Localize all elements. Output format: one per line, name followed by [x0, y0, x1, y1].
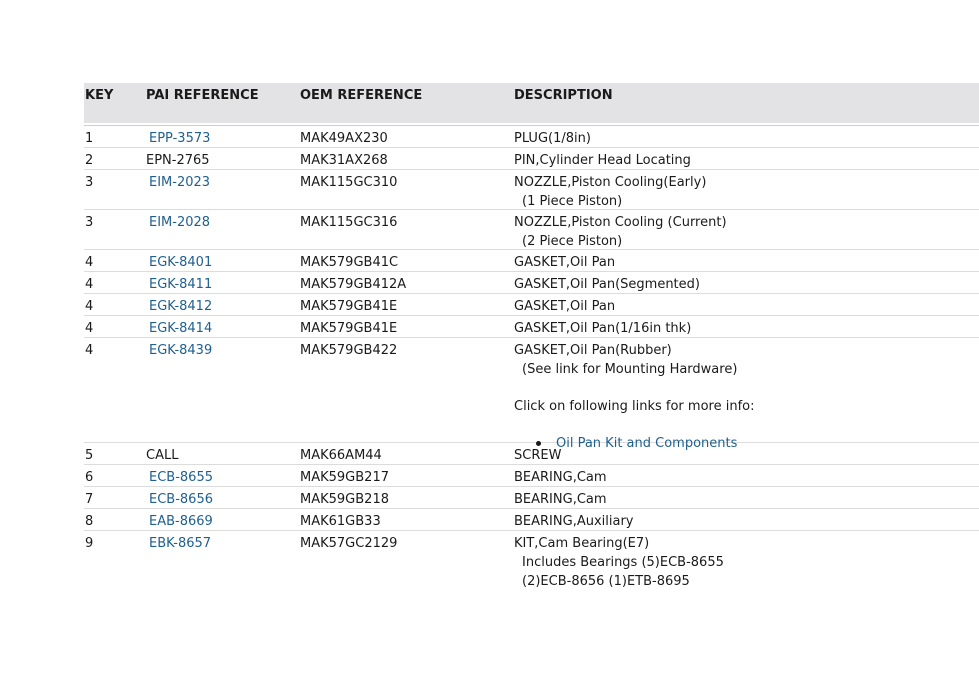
oem-reference-cell: MAK579GB412A [300, 277, 407, 292]
key-cell: 4 [85, 277, 94, 292]
description-cell: BEARING,Auxiliary [514, 514, 634, 529]
description-note: (2)ECB-8656 (1)ETB-8695 [522, 574, 690, 589]
pai-reference-link[interactable]: EAB-8669 [149, 514, 213, 529]
table-row [84, 125, 979, 148]
pai-reference-link[interactable]: ECB-8655 [149, 470, 213, 485]
oem-reference-cell: MAK66AM44 [300, 448, 382, 463]
table-row [84, 210, 979, 250]
description-cell: GASKET,Oil Pan(Segmented) [514, 277, 700, 292]
description-line: NOZZLE,Piston Cooling (Current) [514, 215, 727, 230]
header-oem-reference: OEM REFERENCE [300, 88, 423, 103]
oem-reference-cell: MAK579GB41E [300, 299, 398, 314]
key-cell: 4 [85, 321, 94, 336]
description-cell: GASKET,Oil Pan(1/16in thk) [514, 321, 692, 336]
key-cell: 6 [85, 470, 94, 485]
description-line: GASKET,Oil Pan(Rubber) [514, 343, 672, 358]
description-cell: GASKET,Oil Pan [514, 255, 616, 270]
key-cell: 4 [85, 299, 94, 314]
table-row [84, 294, 979, 316]
pai-reference-link[interactable]: EGK-8439 [149, 343, 213, 358]
pai-reference-link[interactable]: ECB-8656 [149, 492, 213, 507]
description-cell: BEARING,Cam [514, 470, 607, 485]
table-row [84, 443, 979, 465]
description-cell: PIN,Cylinder Head Locating [514, 153, 691, 168]
table-row [84, 316, 979, 338]
description-note: (2 Piece Piston) [522, 234, 623, 249]
description-cell: PLUG(1/8in) [514, 131, 591, 146]
oem-reference-cell: MAK49AX230 [300, 131, 388, 146]
table-row [84, 170, 979, 210]
description-line: NOZZLE,Piston Cooling(Early) [514, 175, 707, 190]
description-cell [514, 213, 727, 251]
more-info-note: Click on following links for more info: [514, 399, 755, 414]
key-cell: 1 [85, 131, 94, 146]
oem-reference-cell: MAK57GC2129 [300, 536, 398, 551]
key-cell: 7 [85, 492, 94, 507]
header-key: KEY [85, 88, 114, 103]
table-row [84, 250, 979, 272]
description-cell [514, 173, 706, 211]
pai-reference-link[interactable]: EPP-3573 [149, 131, 211, 146]
pai-reference-link[interactable]: EGK-8414 [149, 321, 213, 336]
oem-reference-cell: MAK579GB422 [300, 343, 398, 358]
table-row [84, 531, 979, 591]
key-cell: 4 [85, 343, 94, 358]
description-cell: BEARING,Cam [514, 492, 607, 507]
oem-reference-cell: MAK115GC310 [300, 175, 398, 190]
oem-reference-cell: MAK115GC316 [300, 215, 398, 230]
pai-reference-link[interactable]: EBK-8657 [149, 536, 212, 551]
oem-reference-cell: MAK579GB41C [300, 255, 399, 270]
pai-reference-cell: EPN-2765 [146, 153, 210, 168]
oem-reference-cell: MAK61GB33 [300, 514, 381, 529]
description-cell: SCREW [514, 448, 562, 463]
table-row [84, 148, 979, 170]
description-note: (See link for Mounting Hardware) [522, 362, 738, 377]
table-header [84, 83, 979, 123]
pai-reference-link[interactable]: EGK-8401 [149, 255, 213, 270]
key-cell: 3 [85, 215, 94, 230]
key-cell: 2 [85, 153, 94, 168]
key-cell: 4 [85, 255, 94, 270]
table-row [84, 487, 979, 509]
key-cell: 9 [85, 536, 94, 551]
pai-reference-link[interactable]: EIM-2028 [149, 215, 211, 230]
description-note: (1 Piece Piston) [522, 194, 623, 209]
pai-reference-link[interactable]: EGK-8411 [149, 277, 213, 292]
pai-reference-link[interactable]: EIM-2023 [149, 175, 211, 190]
description-note: Includes Bearings (5)ECB-8655 [522, 555, 724, 570]
key-cell: 3 [85, 175, 94, 190]
table-row [84, 509, 979, 531]
description-cell [514, 341, 754, 453]
oem-reference-cell: MAK59GB217 [300, 470, 389, 485]
parts-table [84, 83, 979, 591]
table-row [84, 272, 979, 294]
header-pai-reference: PAI REFERENCE [146, 88, 259, 103]
description-cell: GASKET,Oil Pan [514, 299, 616, 314]
description-cell [514, 534, 724, 591]
oem-reference-cell: MAK31AX268 [300, 153, 388, 168]
oem-reference-cell: MAK579GB41E [300, 321, 398, 336]
table-row [84, 338, 979, 451]
key-cell: 5 [85, 448, 94, 463]
oil-pan-kit-link[interactable]: Oil Pan Kit and Components [556, 436, 738, 451]
key-cell: 8 [85, 514, 94, 529]
pai-reference-link[interactable]: EGK-8412 [149, 299, 213, 314]
header-description: DESCRIPTION [514, 88, 613, 103]
pai-reference-cell: CALL [146, 448, 179, 463]
description-line: KIT,Cam Bearing(E7) [514, 536, 650, 551]
table-row [84, 465, 979, 487]
oem-reference-cell: MAK59GB218 [300, 492, 389, 507]
